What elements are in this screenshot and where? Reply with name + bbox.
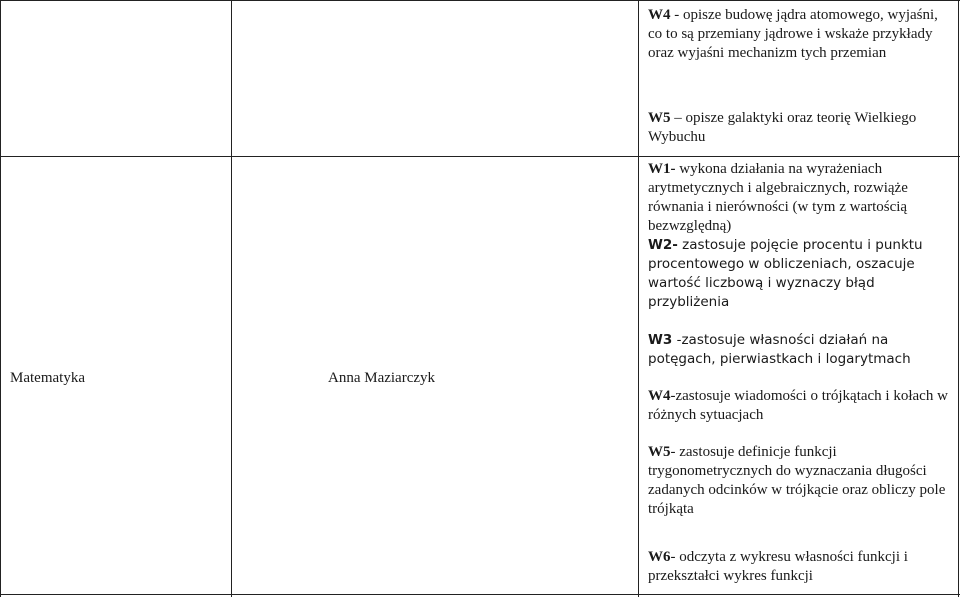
requirement-math-w3: W3 -zastosuje własności działań na potęgach, pierwiastkach i logarytmach xyxy=(648,332,911,367)
column-divider-1 xyxy=(231,0,232,597)
table-border-left xyxy=(0,0,1,597)
column-divider-2 xyxy=(638,0,639,597)
requirement-math-w5: W5- zastosuje definicje funkcji trygonometrycznych do wyznaczania długości zadanych odcinków w trójkącie oraz obliczy pole trójkąta xyxy=(648,444,946,517)
subject-cell: Matematyka xyxy=(10,370,85,386)
requirement-math-w1: W1- wykona działania na wyrażeniach arytmetycznych i algebraicznych, rozwiąże równania i nierówności (w tym z wartością bezwzględną) xyxy=(648,161,908,234)
teacher-cell: Anna Maziarczyk xyxy=(328,370,436,386)
requirement-math-w4: W4-zastosuje wiadomości o trójkątach i kołach w różnych sytuacjach xyxy=(648,388,948,423)
row-divider xyxy=(0,156,960,157)
requirement-math-w6: W6- odczyta z wykresu własności funkcji i przekształci wykres funkcji xyxy=(648,549,908,584)
table-border-top xyxy=(0,0,960,1)
requirement-physics-w5: W5 – opisze galaktyki oraz teorię Wielkiego Wybuchu xyxy=(648,110,917,145)
requirement-math-w2: W2- zastosuje pojęcie procentu i punktu procentowego w obliczeniach, oszacuje wartość liczbową i wyznaczy błąd przybliżenia xyxy=(648,237,923,310)
table-border-bottom xyxy=(0,594,960,595)
table-border-right xyxy=(958,0,959,597)
requirement-physics-w4: W4 - opisze budowę jądra atomowego, wyjaśni, co to są przemiany jądrowe i wskaże przykłady oraz wyjaśni mechanizm tych przemian xyxy=(648,7,938,61)
